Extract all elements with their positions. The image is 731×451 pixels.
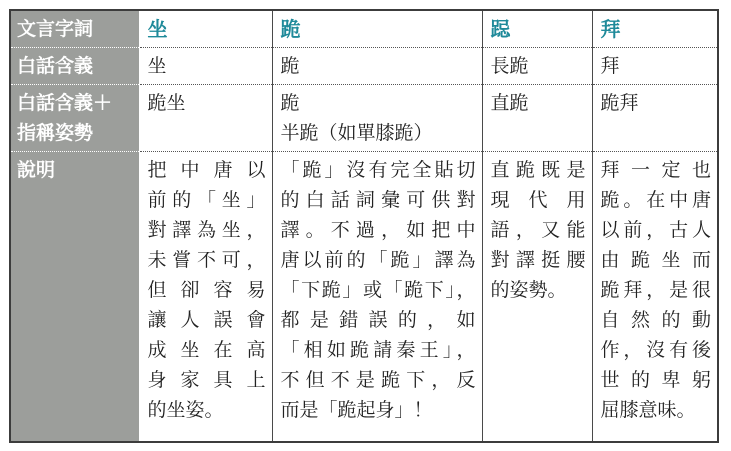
explanation-line: 「下跪」或「跪下」， (280, 279, 476, 301)
row-header-term: 文言字詞 (11, 11, 139, 48)
explanation-line: 而是「跪起身」！ (280, 399, 433, 421)
meaning-cell-ji: 長跪 (482, 48, 592, 85)
explanation-line: 的姿勢。 (490, 279, 567, 301)
explanation-line: 對譯為坐， (147, 219, 266, 241)
explanation-line: 世的卑躬 (600, 369, 711, 391)
posture-line: 跪 (280, 92, 300, 114)
meaning-posture-row (11, 85, 717, 152)
explanation-line: 把中唐以 (147, 159, 266, 181)
row-header-meaning: 白話含義 (11, 48, 139, 85)
explanation-line: 未嘗不可， (147, 249, 266, 271)
meaning-row (11, 48, 717, 85)
header-row (11, 11, 717, 48)
explanation-line: 語，又能 (490, 219, 586, 241)
column-header-bai: 拜 (592, 11, 717, 48)
explanation-row (11, 152, 717, 442)
explanation-line: 直跪既是 (490, 159, 586, 181)
explanation-line: 讓人誤會 (147, 309, 266, 331)
explanation-line: 但卻容易 (147, 279, 266, 301)
vocabulary-table-frame (9, 9, 719, 443)
column-header-zuo: 坐 (139, 11, 272, 48)
explanation-line: 現代用 (490, 189, 586, 211)
explanation-line: 唐以前的「跪」譯為 (280, 249, 476, 271)
row-header-meaning-posture (11, 85, 139, 152)
explanation-line: 譯。不過，如把中 (280, 219, 476, 241)
explanation-cell-bai (592, 152, 717, 442)
meaning-cell-zuo: 坐 (139, 48, 272, 85)
explanation-cell-ji (482, 152, 592, 442)
explanation-line: 的坐姿。 (147, 399, 224, 421)
explanation-line: 屈膝意味。 (600, 399, 696, 421)
explanation-line: 都是錯誤的，如 (280, 309, 476, 331)
posture-line: 跪拜 (600, 92, 639, 114)
explanation-line: 「相如跪請秦王」， (280, 339, 476, 361)
explanation-line: 跪。在中唐 (600, 189, 711, 211)
explanation-line: 以前，古人 (600, 219, 711, 241)
posture-line: 跪坐 (147, 92, 186, 114)
posture-line: 直跪 (490, 92, 529, 114)
posture-line: 半跪（如單膝跪） (280, 122, 433, 144)
explanation-line: 的白話詞彙可供對 (280, 189, 476, 211)
explanation-cell-zuo (139, 152, 272, 442)
explanation-line: 不但不是跪下，反 (280, 369, 476, 391)
posture-cell-ji (482, 85, 592, 152)
explanation-line: 成坐在高 (147, 339, 266, 361)
explanation-line: 拜一定也 (600, 159, 711, 181)
explanation-line: 對譯挺腰 (490, 249, 586, 271)
vocabulary-table (11, 11, 717, 441)
explanation-line: 作，沒有後 (600, 339, 711, 361)
explanation-cell-gui (272, 152, 482, 442)
meaning-cell-gui: 跪 (272, 48, 482, 85)
posture-cell-gui (272, 85, 482, 152)
explanation-line: 自然的動 (600, 309, 711, 331)
explanation-line: 跪拜，是很 (600, 279, 711, 301)
explanation-line: 前的「坐」 (147, 189, 266, 211)
column-header-gui: 跪 (272, 11, 482, 48)
explanation-line: 「跪」沒有完全貼切 (280, 159, 476, 181)
row-header-meaning-posture-line2: 指稱姿勢 (17, 122, 94, 144)
explanation-line: 身家具上 (147, 369, 266, 391)
explanation-line: 由跪坐而 (600, 249, 711, 271)
column-header-ji: 跽 (482, 11, 592, 48)
posture-cell-zuo (139, 85, 272, 152)
posture-cell-bai (592, 85, 717, 152)
row-header-explanation: 說明 (11, 152, 139, 442)
row-header-meaning-posture-line1: 白話含義＋ (17, 92, 113, 114)
meaning-cell-bai: 拜 (592, 48, 717, 85)
